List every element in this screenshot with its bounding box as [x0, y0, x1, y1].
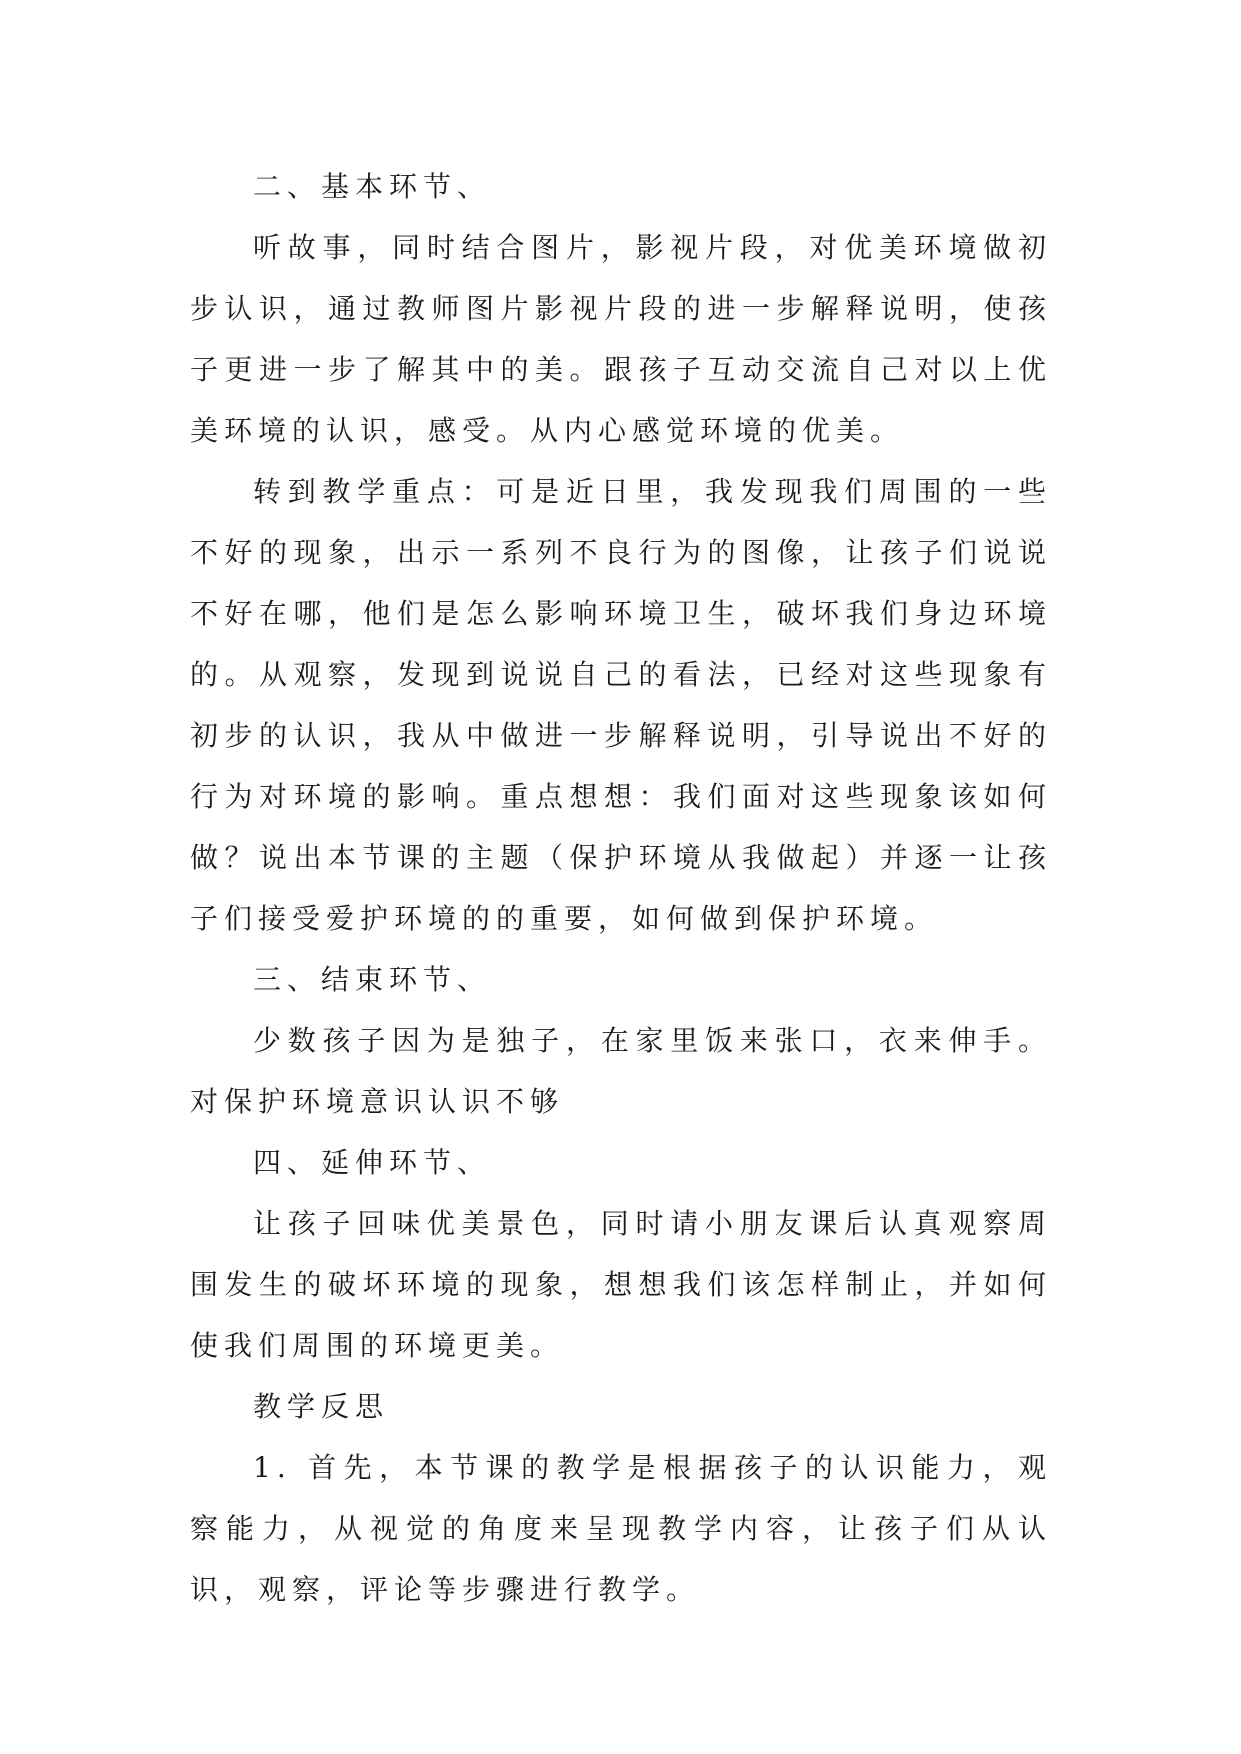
- section-heading-basic: 二、基本环节、: [253, 170, 492, 203]
- section-heading-reflection: 教学反思: [253, 1390, 390, 1423]
- section-heading-extension: 四、延伸环节、: [253, 1146, 492, 1179]
- section-heading-ending: 三、结束环节、: [253, 963, 492, 996]
- paragraph-story: 听故事，同时结合图片，影视片段，对优美环境做初步认识，通过教师图片影视片段的进一步解释说明，使孩子更进一步了解其中的美。跟孩子互动交流自己对以上优美环境的认识，感受。从内心感觉环境的优美。: [190, 231, 1052, 447]
- document-body: [190, 156, 1052, 1620]
- paragraph-teaching-focus: 转到教学重点：可是近日里，我发现我们周围的一些不好的现象，出示一系列不良行为的图像，让孩子们说说不好在哪，他们是怎么影响环境卫生，破坏我们身边环境的。从观察，发现到说说自己的看法，已经对这些现象有初步的认识，我从中做进一步解释说明，引导说出不好的行为对环境的影响。重点想想：我们面对这些现象该如何做？说出本节课的主题（保护环境从我做起）并逐一让孩子们接受爱护环境的的重要，如何做到保护环境。: [190, 475, 1052, 935]
- paragraph-reflection-1: 1. 首先，本节课的教学是根据孩子的认识能力，观察能力，从视觉的角度来呈现教学内容，让孩子们从认识，观察，评论等步骤进行教学。: [190, 1451, 1052, 1606]
- paragraph-extension: 让孩子回味优美景色，同时请小朋友课后认真观察周围发生的破坏环境的现象，想想我们该怎样制止，并如何使我们周围的环境更美。: [190, 1207, 1052, 1362]
- paragraph-ending: 少数孩子因为是独子，在家里饭来张口，衣来伸手。对保护环境意识认识不够: [190, 1024, 1052, 1118]
